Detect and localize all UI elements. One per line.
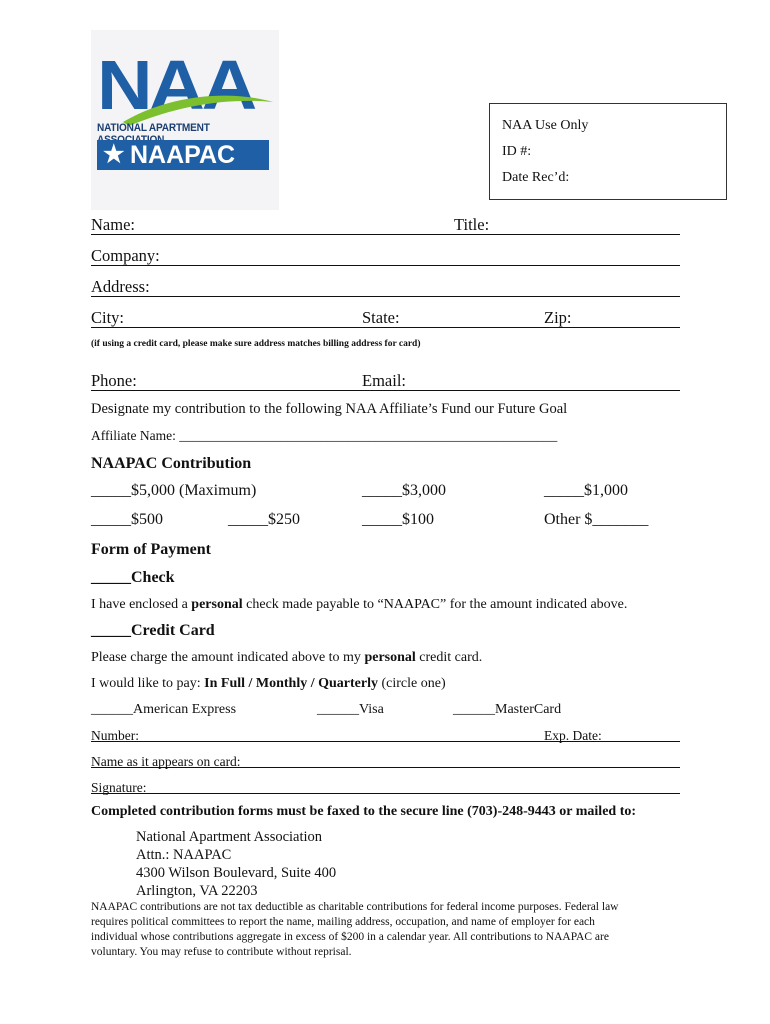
logo-naapac-text: NAAPAC	[130, 141, 236, 169]
option-250[interactable]: _____$250	[228, 511, 300, 528]
mail-address-line-2: Attn.: NAAPAC	[136, 847, 232, 863]
title-label: Title:	[454, 215, 490, 234]
state-label: State:	[362, 308, 400, 327]
pay-text-c: (circle one)	[378, 676, 446, 691]
affiliate-name-field[interactable]: Affiliate Name: ________________________________________________________	[91, 428, 558, 443]
card-visa[interactable]: ______Visa	[317, 702, 384, 717]
mail-address-line-3: 4300 Wilson Boulevard, Suite 400	[136, 865, 337, 881]
company-label: Company:	[91, 246, 160, 265]
payment-heading: Form of Payment	[91, 541, 211, 558]
charge-statement	[91, 650, 482, 666]
mail-instruction: Completed contribution forms must be faxed to the secure line (703)-248-9443 or mailed to:	[91, 804, 637, 819]
id-label: ID #:	[502, 144, 532, 159]
signature-label: Signature:	[91, 780, 147, 795]
date-received-label: Date Rec’d:	[502, 170, 570, 185]
disclaimer-line-3: individual whose contributions aggregate in excess of $200 in a calendar year. All contributions to NAAPAC are	[91, 931, 609, 943]
pay-text-a: I would like to pay:	[91, 676, 205, 691]
option-other[interactable]: Other $_______	[544, 511, 649, 528]
charge-text-personal: personal	[364, 650, 416, 665]
city-label: City:	[91, 308, 125, 327]
address-field[interactable]	[91, 276, 680, 297]
naa-logo	[91, 30, 279, 210]
contribution-heading: NAAPAC Contribution	[91, 455, 252, 472]
card-amex[interactable]: ______American Express	[91, 702, 237, 717]
email-label: Email:	[362, 371, 406, 390]
credit-card-option[interactable]: _____Credit Card	[91, 622, 215, 639]
company-field[interactable]	[91, 245, 680, 266]
disclaimer-line-2: requires political committees to report the name, mailing address, occupation, and name of employer for each	[91, 916, 595, 928]
use-only-label: NAA Use Only	[502, 118, 589, 133]
name-on-card-label: Name as it appears on card:	[91, 754, 241, 769]
logo-association-name: NATIONAL APARTMENT	[97, 122, 210, 134]
card-mastercard[interactable]: ______MasterCard	[453, 702, 562, 717]
designate-text: Designate my contribution to the following NAA Affiliate’s Fund our Future Goal	[91, 401, 568, 417]
charge-text-c: credit card.	[415, 650, 483, 665]
naa-use-only-box	[489, 103, 727, 200]
name-label: Name:	[91, 215, 135, 234]
address-note: (if using a credit card, please make sure address matches billing address for card)	[91, 339, 421, 349]
name-title-line[interactable]	[91, 214, 680, 235]
option-1000[interactable]: _____$1,000	[544, 482, 628, 499]
check-statement	[91, 597, 627, 613]
phone-label: Phone:	[91, 371, 137, 390]
logo-naapac-banner	[97, 140, 269, 170]
charge-text-a: Please charge the amount indicated above to my	[91, 650, 365, 665]
mail-address-line-1: National Apartment Association	[136, 829, 323, 845]
zip-label: Zip:	[544, 308, 572, 327]
number-label: Number:	[91, 728, 139, 743]
check-text-c: check made payable to “NAAPAC” for the amount indicated above.	[242, 597, 628, 612]
star-icon: ★	[103, 141, 125, 168]
disclaimer-line-1: NAAPAC contributions are not tax deductible as charitable contributions for federal income purposes. Federal law	[91, 901, 619, 913]
exp-date-label: Exp. Date:	[544, 728, 602, 743]
option-5000[interactable]: _____$5,000 (Maximum)	[91, 482, 257, 499]
mail-address-line-4: Arlington, VA 22203	[136, 883, 258, 899]
address-label: Address:	[91, 277, 150, 296]
option-100[interactable]: _____$100	[362, 511, 434, 528]
option-3000[interactable]: _____$3,000	[362, 482, 446, 499]
signature-field[interactable]	[91, 775, 680, 794]
pay-frequency-options[interactable]: In Full / Monthly / Quarterly	[204, 676, 378, 691]
logo-letters: NAA	[97, 46, 254, 124]
check-text-personal: personal	[191, 597, 243, 612]
check-option[interactable]: _____Check	[91, 569, 175, 586]
pay-frequency	[91, 676, 446, 692]
option-500[interactable]: _____$500	[91, 511, 163, 528]
disclaimer-line-4: voluntary. You may refuse to contribute without reprisal.	[91, 946, 352, 958]
check-text-a: I have enclosed a	[91, 597, 192, 612]
